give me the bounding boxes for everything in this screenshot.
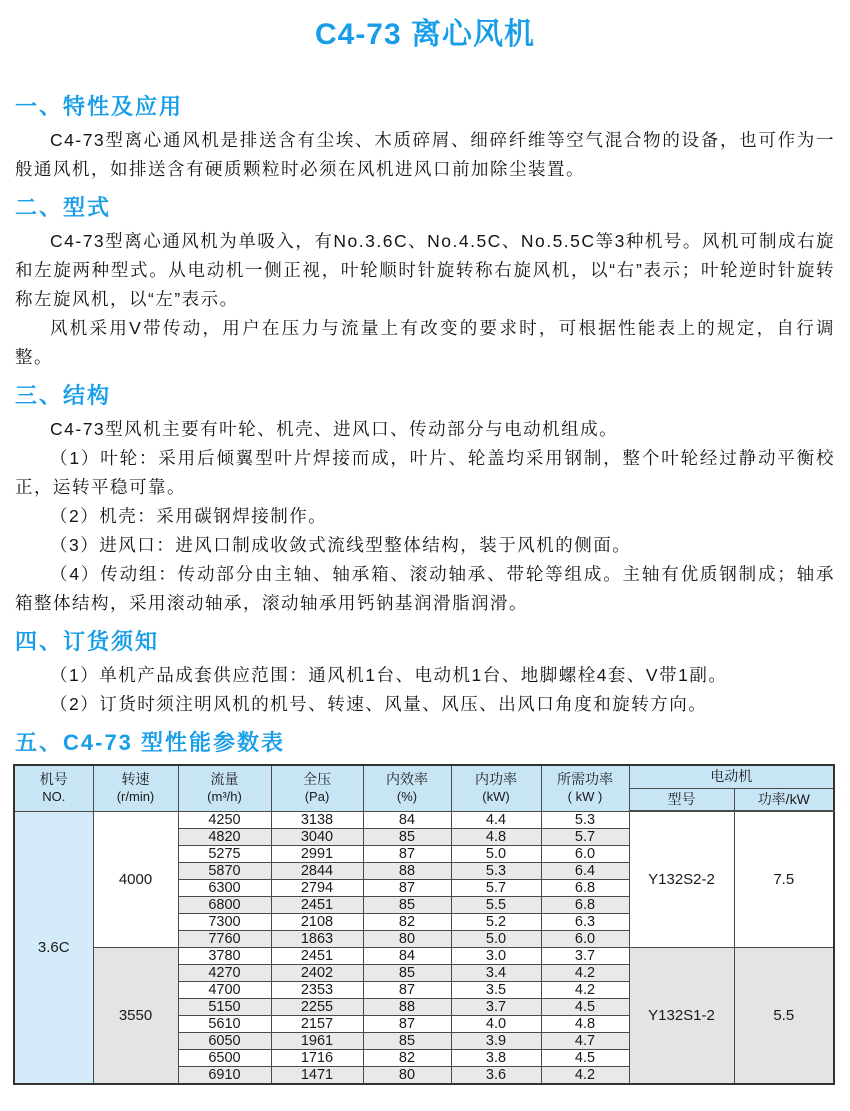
col-header-unit: (%) [396, 788, 418, 804]
table-cell: 80 [363, 1066, 451, 1084]
table-cell: 84 [363, 947, 451, 964]
table-cell: 2353 [271, 981, 363, 998]
table-cell: 5.3 [451, 862, 541, 879]
section-heading-performance-table: 五、C4-73 型性能参数表 [15, 730, 286, 755]
table-cell: 85 [363, 1032, 451, 1049]
table-cell: 3138 [271, 811, 363, 828]
table-cell: 5870 [178, 862, 271, 879]
table-cell: 4820 [178, 828, 271, 845]
table-cell: 3.9 [451, 1032, 541, 1049]
table-cell: 4.4 [451, 811, 541, 828]
table-cell: 5.2 [451, 913, 541, 930]
motor-model-cell: Y132S1-2 [629, 947, 734, 1084]
table-cell: 2844 [271, 862, 363, 879]
table-cell: 3.6 [451, 1066, 541, 1084]
table-cell: 1716 [271, 1049, 363, 1066]
paragraph: （2）订货时须注明风机的机号、转速、风量、风压、出风口角度和旋转方向。 [50, 694, 708, 714]
table-cell: 4.8 [451, 828, 541, 845]
table-cell: 5150 [178, 998, 271, 1015]
table-cell: 5610 [178, 1015, 271, 1032]
table-cell: 2794 [271, 879, 363, 896]
section-features [15, 94, 835, 184]
section-structure [15, 383, 835, 618]
table-cell: 6.0 [541, 845, 629, 862]
speed-cell: 3550 [93, 947, 178, 1084]
table-cell: 84 [363, 811, 451, 828]
table-cell: 5.7 [451, 879, 541, 896]
col-header-speed [93, 765, 178, 811]
table-cell: 6.8 [541, 879, 629, 896]
table-cell: 5.7 [541, 828, 629, 845]
table-cell: 4270 [178, 964, 271, 981]
table-cell: 87 [363, 1015, 451, 1032]
table-cell: 3.7 [451, 998, 541, 1015]
table-cell: 6800 [178, 896, 271, 913]
col-header-required-power [541, 765, 629, 811]
col-header-unit: ( kW ) [567, 788, 603, 804]
table-cell: 6300 [178, 879, 271, 896]
motor-power-cell: 7.5 [734, 811, 834, 947]
paragraph: （3）进风口：进风口制成收敛式流线型整体结构，装于风机的侧面。 [50, 535, 632, 555]
table-cell: 5.0 [451, 930, 541, 947]
table-cell: 4.7 [541, 1032, 629, 1049]
col-header-efficiency [363, 765, 451, 811]
table-cell: 6.8 [541, 896, 629, 913]
table-cell: 85 [363, 964, 451, 981]
table-cell: 2108 [271, 913, 363, 930]
col-header-unit: (kW) [482, 788, 510, 804]
col-header-model-no [14, 765, 93, 811]
table-cell: 1863 [271, 930, 363, 947]
table-cell: 4.2 [541, 981, 629, 998]
table-cell: 6.4 [541, 862, 629, 879]
table-cell: 85 [363, 828, 451, 845]
table-cell: 2157 [271, 1015, 363, 1032]
table-cell: 3.4 [451, 964, 541, 981]
paragraph: 风机采用V带传动，用户在压力与流量上有改变的要求时，可根据性能表上的规定，自行调整。 [15, 318, 835, 367]
table-cell: 4.0 [451, 1015, 541, 1032]
paragraph: （1）单机产品成套供应范围：通风机1台、电动机1台、地脚螺栓4套、V带1副。 [50, 665, 728, 685]
section-performance [15, 730, 835, 1085]
table-cell: 88 [363, 998, 451, 1015]
document-page [0, 14, 850, 1085]
table-cell: 3.7 [541, 947, 629, 964]
col-header-internal-power [451, 765, 541, 811]
performance-table [13, 764, 835, 1085]
section-ordering [15, 629, 835, 719]
table-cell: 7300 [178, 913, 271, 930]
table-cell: 3.5 [451, 981, 541, 998]
col-header-pressure [271, 765, 363, 811]
col-header-unit: (m³/h) [207, 788, 242, 804]
table-cell: 3780 [178, 947, 271, 964]
col-header-title: 转速 [121, 771, 150, 788]
table-cell: 2451 [271, 947, 363, 964]
motor-power-cell: 5.5 [734, 947, 834, 1084]
table-cell: 5275 [178, 845, 271, 862]
paragraph: C4-73型离心通风机为单吸入，有No.3.6C、No.4.5C、No.5.5C等3种机号。风机可制成右旋和左旋两种型式。从电动机一侧正视，叶轮顺时针旋转称右旋风机，以“右”表示；叶轮逆时针旋转称左旋风机，以“左”表示。 [15, 231, 835, 309]
table-cell: 2255 [271, 998, 363, 1015]
table-cell: 88 [363, 862, 451, 879]
table-cell: 80 [363, 930, 451, 947]
table-cell: 87 [363, 981, 451, 998]
model-no-cell: 3.6C [14, 811, 93, 1084]
table-cell: 5.0 [451, 845, 541, 862]
table-cell: 6910 [178, 1066, 271, 1084]
table-cell: 2451 [271, 896, 363, 913]
table-cell: 4.2 [541, 964, 629, 981]
table-cell: 82 [363, 1049, 451, 1066]
speed-cell: 4000 [93, 811, 178, 947]
col-header-unit: (r/min) [116, 788, 155, 804]
table-cell: 87 [363, 845, 451, 862]
table-cell: 1961 [271, 1032, 363, 1049]
motor-model-cell: Y132S2-2 [629, 811, 734, 947]
table-cell: 6.3 [541, 913, 629, 930]
col-header-motor: 电动机 [629, 765, 834, 788]
paragraph: （4）传动组：传动部分由主轴、轴承箱、滚动轴承、带轮等组成。主轴有优质钢制成；轴承箱整体结构，采用滚动轴承，滚动轴承用钙钠基润滑脂润滑。 [15, 564, 835, 613]
table-cell: 87 [363, 879, 451, 896]
section-type [15, 195, 835, 372]
table-cell: 6050 [178, 1032, 271, 1049]
table-cell: 1471 [271, 1066, 363, 1084]
paragraph: （1）叶轮：采用后倾翼型叶片焊接而成，叶片、轮盖均采用钢制，整个叶轮经过静动平衡校正，运转平稳可靠。 [15, 448, 835, 497]
col-header-flow [178, 765, 271, 811]
section-heading-type: 二、型式 [15, 195, 112, 220]
table-cell: 6.0 [541, 930, 629, 947]
table-cell: 6500 [178, 1049, 271, 1066]
table-cell: 4.5 [541, 1049, 629, 1066]
table-cell: 3.8 [451, 1049, 541, 1066]
col-header-motor-power: 功率/kW [734, 788, 834, 811]
col-header-title: 流量 [210, 771, 239, 788]
table-cell: 5.5 [451, 896, 541, 913]
table-cell: 4.8 [541, 1015, 629, 1032]
table-row [14, 811, 834, 828]
paragraph: C4-73型离心通风机是排送含有尘埃、木质碎屑、细碎纤维等空气混合物的设备，也可作为一般通风机，如排送含有硬质颗粒时必须在风机进风口前加除尘装置。 [15, 130, 835, 179]
section-heading-ordering: 四、订货须知 [15, 629, 160, 654]
col-header-title: 内效率 [386, 771, 428, 788]
section-heading-structure: 三、结构 [15, 383, 112, 408]
table-cell: 5.3 [541, 811, 629, 828]
table-row [14, 947, 834, 964]
col-header-title: 全压 [303, 771, 331, 788]
col-header-unit: (Pa) [304, 788, 330, 804]
col-header-title: 内功率 [475, 771, 517, 788]
table-cell: 82 [363, 913, 451, 930]
table-cell: 3040 [271, 828, 363, 845]
table-cell: 85 [363, 896, 451, 913]
table-cell: 2402 [271, 964, 363, 981]
table-cell: 2991 [271, 845, 363, 862]
table-cell: 4.5 [541, 998, 629, 1015]
table-cell: 4250 [178, 811, 271, 828]
table-cell: 4700 [178, 981, 271, 998]
table-cell: 3.0 [451, 947, 541, 964]
col-header-unit: NO. [42, 788, 66, 804]
col-header-motor-model: 型号 [629, 788, 734, 811]
paragraph: C4-73型风机主要有叶轮、机壳、进风口、传动部分与电动机组成。 [50, 419, 619, 439]
table-cell: 7760 [178, 930, 271, 947]
col-header-title: 所需功率 [557, 771, 613, 788]
page-title: C4-73 离心风机 [314, 18, 536, 51]
section-heading-features: 一、特性及应用 [15, 94, 184, 119]
table-cell: 4.2 [541, 1066, 629, 1084]
col-header-title: 机号 [39, 771, 68, 788]
paragraph: （2）机壳：采用碳钢焊接制作。 [50, 506, 328, 526]
